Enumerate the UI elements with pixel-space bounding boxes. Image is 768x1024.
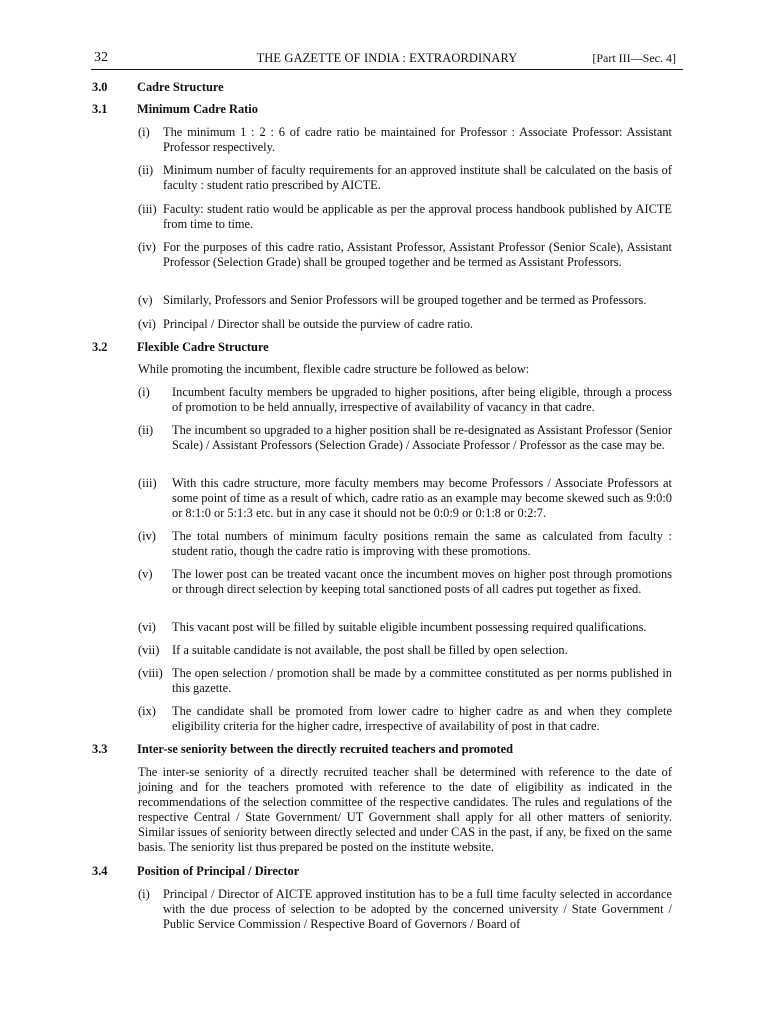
item-label: (vii): [138, 643, 160, 657]
item-label: (iii): [138, 202, 157, 216]
section-title: Cadre Structure: [137, 80, 224, 94]
item-text: This vacant post will be filled by suitable eligible incumbent possessing required qualifications.: [172, 620, 647, 634]
section-title: Minimum Cadre Ratio: [137, 102, 258, 116]
item-text: Principal / Director of AICTE approved institution has to be a full time faculty selected in accordance with the due process of selection to be adopted by the concerned university / State Government / Public Service Commission / Respective Board of Governors / Board of: [163, 887, 672, 931]
header-rule: [91, 69, 683, 70]
item-label: (vi): [138, 317, 156, 331]
item-text: If a suitable candidate is not available, the post shall be filled by open selection.: [172, 643, 568, 657]
item-label: (ix): [138, 704, 156, 718]
section-title: Position of Principal / Director: [137, 864, 300, 878]
item-text: The candidate shall be promoted from lower cadre to higher cadre as and when they complete eligibility criteria for the higher cadre, irrespective of availability of post in that cadre.: [172, 704, 672, 733]
gazette-title: THE GAZETTE OF INDIA : EXTRAORDINARY: [256, 51, 518, 65]
item-text: The total numbers of minimum faculty positions remain the same as calculated from faculty : student ratio, though the cadre ratio is improving with these promotions.: [172, 529, 672, 558]
section-body: The inter-se seniority of a directly recruited teacher shall be determined with reference to the date of joining and for the teachers promoted with reference to the date of eligibility as indicated in the recommendations of the selection committee of the respective candidates. The rules and regulations of the respective Central / State Government/ UT Government shall apply for all other matters of seniority. Similar issues of seniority between directly selected and under CAS in the past, if any, be fixed on the same basis. The seniority list thus prepared be posted on the institute website.: [138, 765, 672, 854]
page-header: [92, 49, 682, 67]
item-label: (ii): [138, 423, 154, 437]
item-label: (v): [138, 293, 153, 307]
part-section-label: [Part III—Sec. 4]: [592, 51, 676, 65]
section-number: 3.2: [92, 340, 108, 354]
item-text: The open selection / promotion shall be made by a committee constituted as per norms published in this gazette.: [172, 666, 672, 695]
item-label: (i): [138, 125, 150, 139]
item-label: (i): [138, 887, 150, 901]
item-text: Principal / Director shall be outside the purview of cadre ratio.: [163, 317, 474, 331]
section-number: 3.0: [92, 80, 108, 94]
section-intro: While promoting the incumbent, flexible cadre structure be followed as below:: [138, 362, 530, 376]
item-text: Minimum number of faculty requirements for an approved institute shall be calculated on the basis of faculty : student ratio prescribed by AICTE.: [163, 163, 672, 192]
item-label: (vi): [138, 620, 156, 634]
item-text: The minimum 1 : 2 : 6 of cadre ratio be maintained for Professor : Associate Professor: Assistant Professor respectively.: [163, 125, 672, 154]
section-number: 3.1: [92, 102, 108, 116]
section-number: 3.3: [92, 742, 108, 756]
item-text: Incumbent faculty members be upgraded to higher positions, after being eligible, through a process of promotion to be held annually, irrespective of availability of vacancy in that cadre.: [172, 385, 672, 414]
section-number: 3.4: [92, 864, 108, 878]
page-number: 32: [94, 50, 108, 65]
item-label: (ii): [138, 163, 154, 177]
section-title: Flexible Cadre Structure: [137, 340, 269, 354]
item-text: Faculty: student ratio would be applicable as per the approval process handbook published by AICTE from time to time.: [163, 202, 672, 231]
item-text: With this cadre structure, more faculty members may become Professors / Associate Professors at some point of time as a result of which, cadre ratio as an example may become skewed such as 9:0:0 or 8:1:0 or 5:1:3 etc. but in any case it should not be 0:0:9 or 0:1:8 or 0:2:7.: [172, 476, 672, 520]
item-text: The incumbent so upgraded to a higher position shall be re-designated as Assistant Professor (Senior Scale) / Assistant Professors (Selection Grade) / Associate Professor / Professor as the case may be.: [172, 423, 672, 452]
item-label: (viii): [138, 666, 163, 680]
item-label: (i): [138, 385, 150, 399]
item-label: (iv): [138, 240, 156, 254]
item-text: For the purposes of this cadre ratio, Assistant Professor, Assistant Professor (Senior Scale), Assistant Professor (Selection Grade) shall be grouped together and be termed as Assistant Professors.: [163, 240, 672, 269]
item-text: Similarly, Professors and Senior Professors will be grouped together and be termed as Professors.: [163, 293, 647, 307]
item-label: (v): [138, 567, 153, 581]
item-label: (iv): [138, 529, 156, 543]
item-text: The lower post can be treated vacant once the incumbent moves on higher post through promotions or through direct selection by keeping total sanctioned posts of all cadres put together as fixed.: [172, 567, 672, 596]
item-label: (iii): [138, 476, 157, 490]
section-title: Inter-se seniority between the directly recruited teachers and promoted: [137, 742, 513, 756]
